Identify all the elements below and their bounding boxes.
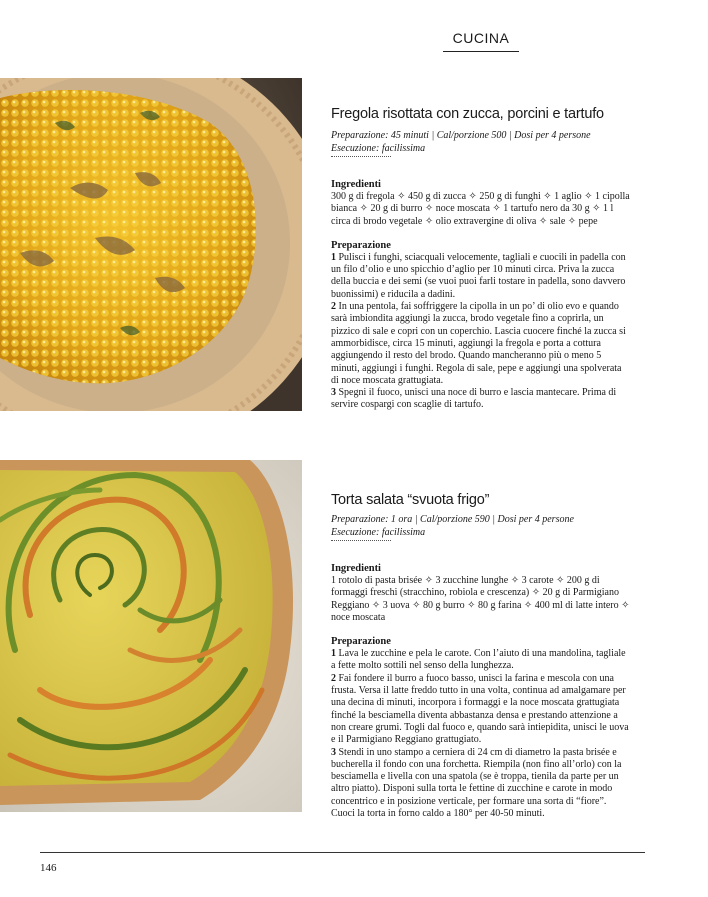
- preparation-heading: Preparazione: [331, 239, 391, 251]
- recipe-meta: [331, 514, 631, 541]
- preparation-step: [331, 673, 631, 747]
- step-number: 1: [331, 648, 336, 660]
- ingredients-list: 1 rotolo di pasta brisée ✧ 3 zucchine lunghe ✧ 3 carote ✧ 200 g di formaggi freschi (stracchino, robiola e crescenza) ✧ 20 g di Parmigiano Reggiano ✧ 3 uova ✧ 80 g burro ✧ 80 g farina ✧ 400 ml di latte intero ✧ noce moscata: [331, 575, 630, 623]
- step-number: 1: [331, 251, 336, 263]
- recipe-title: Torta salata “svuota frigo”: [331, 492, 490, 508]
- preparation-step: [331, 747, 631, 821]
- preparation-step: [331, 252, 631, 301]
- ingredients-heading: Ingredienti: [331, 179, 381, 190]
- recipe-fregola: [331, 106, 631, 412]
- recipe-difficulty: Esecuzione: facilissima: [331, 526, 426, 538]
- preparation-step: [331, 648, 631, 673]
- page-number: 146: [40, 862, 57, 874]
- torta-salata-photo: [0, 460, 302, 812]
- preparation-step: [331, 387, 631, 412]
- preparation-steps: [331, 648, 631, 820]
- preparation-step: [331, 301, 631, 387]
- meta-divider: [331, 156, 391, 157]
- recipe-meta-line: Preparazione: 1 ora | Cal/porzione 590 | Dosi per 4 persone: [331, 514, 574, 525]
- recipe-meta-line: Preparazione: 45 minuti | Cal/porzione 500 | Dosi per 4 persone: [331, 130, 591, 141]
- step-text: Pulisci i funghi, sciacquali velocemente, tagliali e cuocili in padella con un filo d’olio e uno spicchio d’aglio per 10 minuti circa. Priva la zucca della buccia e dei semi (se vuoi puoi farli tostare in padella, sono davvero buonissimi) e riducila a dadini.: [331, 251, 626, 300]
- section-title: CUCINA: [452, 30, 510, 46]
- ingredients-heading: Ingredienti: [331, 563, 381, 574]
- recipe-torta-salata: [331, 492, 631, 820]
- step-number: 2: [331, 301, 336, 313]
- preparation-heading: Preparazione: [331, 636, 391, 648]
- recipe-meta: [331, 130, 631, 157]
- step-text: In una pentola, fai soffriggere la cipolla in un po’ di olio evo e quando sarà imbiondita aggiungi la zucca, brodo vegetale fino a coprirla, un pizzico di sale e copri con un coperchio. Lascia cuocere finché la zucca si ammorbidisce, circa 15 minuti, aggiungi la fregola e porta a cottura aggiungendo il resto del brodo. Quando mancheranno più o meno 5 minuti, aggiungi i funghi. Regola di sale, pepe e aggiungi una spolverata di noce moscata grattugiata.: [331, 301, 626, 386]
- meta-divider: [331, 540, 391, 541]
- ingredients-list: 300 g di fregola ✧ 450 g di zucca ✧ 250 g di funghi ✧ 1 aglio ✧ 1 cipolla bianca ✧ 20 g di burro ✧ noce moscata ✧ 1 tartufo nero da 30 g ✧ 1 l circa di brodo vegetale ✧ olio extravergine di oliva ✧ sale ✧ pepe: [331, 191, 630, 227]
- step-number: 3: [331, 387, 336, 399]
- recipe-title: Fregola risottata con zucca, porcini e tartufo: [331, 106, 604, 122]
- step-text: Fai fondere il burro a fuoco basso, unisci la farina e mescola con una frusta. Versa il latte freddo tutto in una volta, continua ad amalgamare per una decina di minuti, incorpora i formaggi e la noce moscata grattugiata finché la besciamella diventa abbastanza densa e prestando attenzione a non creare grumi. Togli dal fuoco e, quando sarà intiepidita, unisci le uova e il Parmigiano Reggiano grattugiato.: [331, 672, 629, 746]
- preparation-steps: [331, 252, 631, 412]
- section-header: [443, 30, 519, 52]
- step-text: Spegni il fuoco, unisci una noce di burro e lascia mantecare. Prima di servire cospargi con scaglie di tartufo.: [331, 387, 617, 411]
- fregola-dish-photo: [0, 78, 302, 411]
- footer-divider: [40, 852, 645, 853]
- step-text: Lava le zucchine e pela le carote. Con l’aiuto di una mandolina, tagliale a fette molto sottili nel senso della lunghezza.: [331, 648, 626, 672]
- step-number: 3: [331, 746, 336, 758]
- step-number: 2: [331, 672, 336, 684]
- step-text: Stendi in uno stampo a cerniera di 24 cm di diametro la pasta brisée e bucherella il fondo con una forchetta. Riempila (non fino all’orlo) con la besciamella e livella con una spatola (se è troppa, tienila da parte per un altro piatto). Disponi sulla torta le fettine di zucchine e carote in modo concentrico e in posizione verticale, per formare una sorta di “fiore”. Cuoci la torta in forno caldo a 180° per 40-50 minuti.: [331, 746, 622, 820]
- recipe-difficulty: Esecuzione: facilissima: [331, 142, 426, 154]
